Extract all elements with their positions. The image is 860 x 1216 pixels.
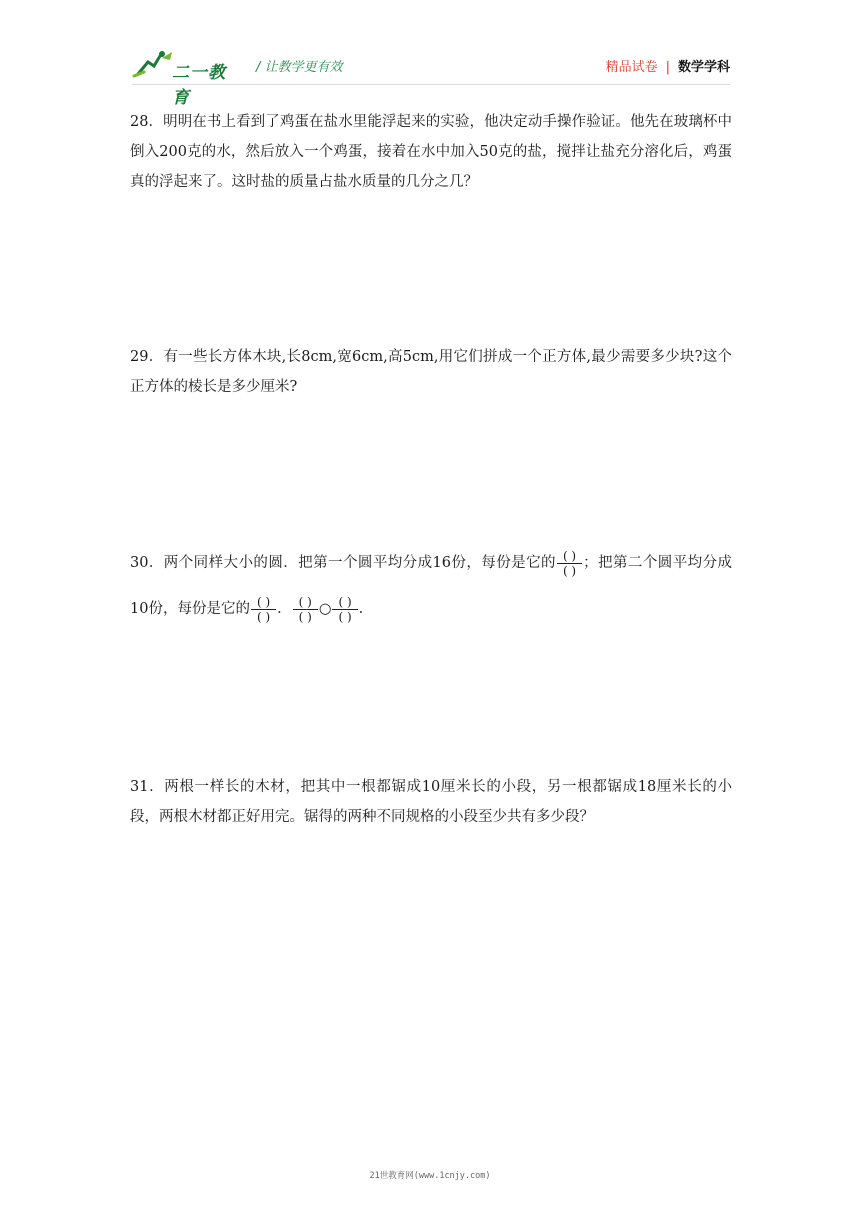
- fraction-blank[interactable]: $\frac{( )}{( )}$: [251, 595, 276, 624]
- page-footer: 21世教育网(www.1cnjy.com): [369, 1171, 491, 1181]
- compare-circle[interactable]: ○: [318, 601, 332, 617]
- fraction-blank[interactable]: $\frac{( )}{( )}$: [557, 549, 582, 578]
- question-29: [130, 342, 732, 402]
- brand-logo: [132, 48, 242, 108]
- header-tags: [606, 56, 730, 75]
- question-text-part: ；把第二个圆平均分成10份，每份是它的: [130, 555, 732, 617]
- question-text: [130, 540, 732, 632]
- question-text: 31．两根一样长的木材，把其中一根都锯成10厘米长的小段，另一根都锯成18厘米长的小段，两根木材都正好用完。锯得的两种不同规格的小段至少共有多少段？: [130, 779, 732, 825]
- question-31: [130, 772, 732, 832]
- brand-name: 二一教育: [172, 63, 226, 108]
- question-text-part: ．: [277, 601, 292, 617]
- question-text-part: ．: [358, 601, 374, 617]
- subject-label: 数学学科: [677, 60, 730, 75]
- question-text: 28．明明在书上看到了鸡蛋在盐水里能浮起来的实验，他决定动手操作验证。他先在玻璃杯中倒入200克的水，然后放入一个鸡蛋，接着在水中加入50克的盐，搅拌让盐充分溶化后，鸡蛋真的浮起来了。这时盐的质量占盐水质量的几分之几？: [130, 114, 732, 190]
- fraction-blank[interactable]: $\frac{( )}{( )}$: [293, 595, 318, 624]
- quality-badge: 精品试卷: [605, 60, 658, 75]
- question-30: [130, 540, 732, 632]
- header-divider: [132, 84, 730, 85]
- question-28: [130, 107, 732, 197]
- fraction-blank[interactable]: $\frac{( )}{( )}$: [332, 595, 357, 624]
- header-separator: |: [665, 60, 670, 75]
- brand-slogan: / 让教学更有效: [256, 60, 343, 75]
- question-text: 29．有一些长方体木块,长8cm,宽6cm,高5cm,用它们拼成一个正方体,最少需要多少块?这个正方体的棱长是多少厘米?: [130, 349, 732, 395]
- runner-logo-icon: [132, 48, 176, 80]
- page-header: [132, 44, 730, 108]
- question-text-part: 30．两个同样大小的圆．把第一个圆平均分成16份，每份是它的: [130, 555, 556, 571]
